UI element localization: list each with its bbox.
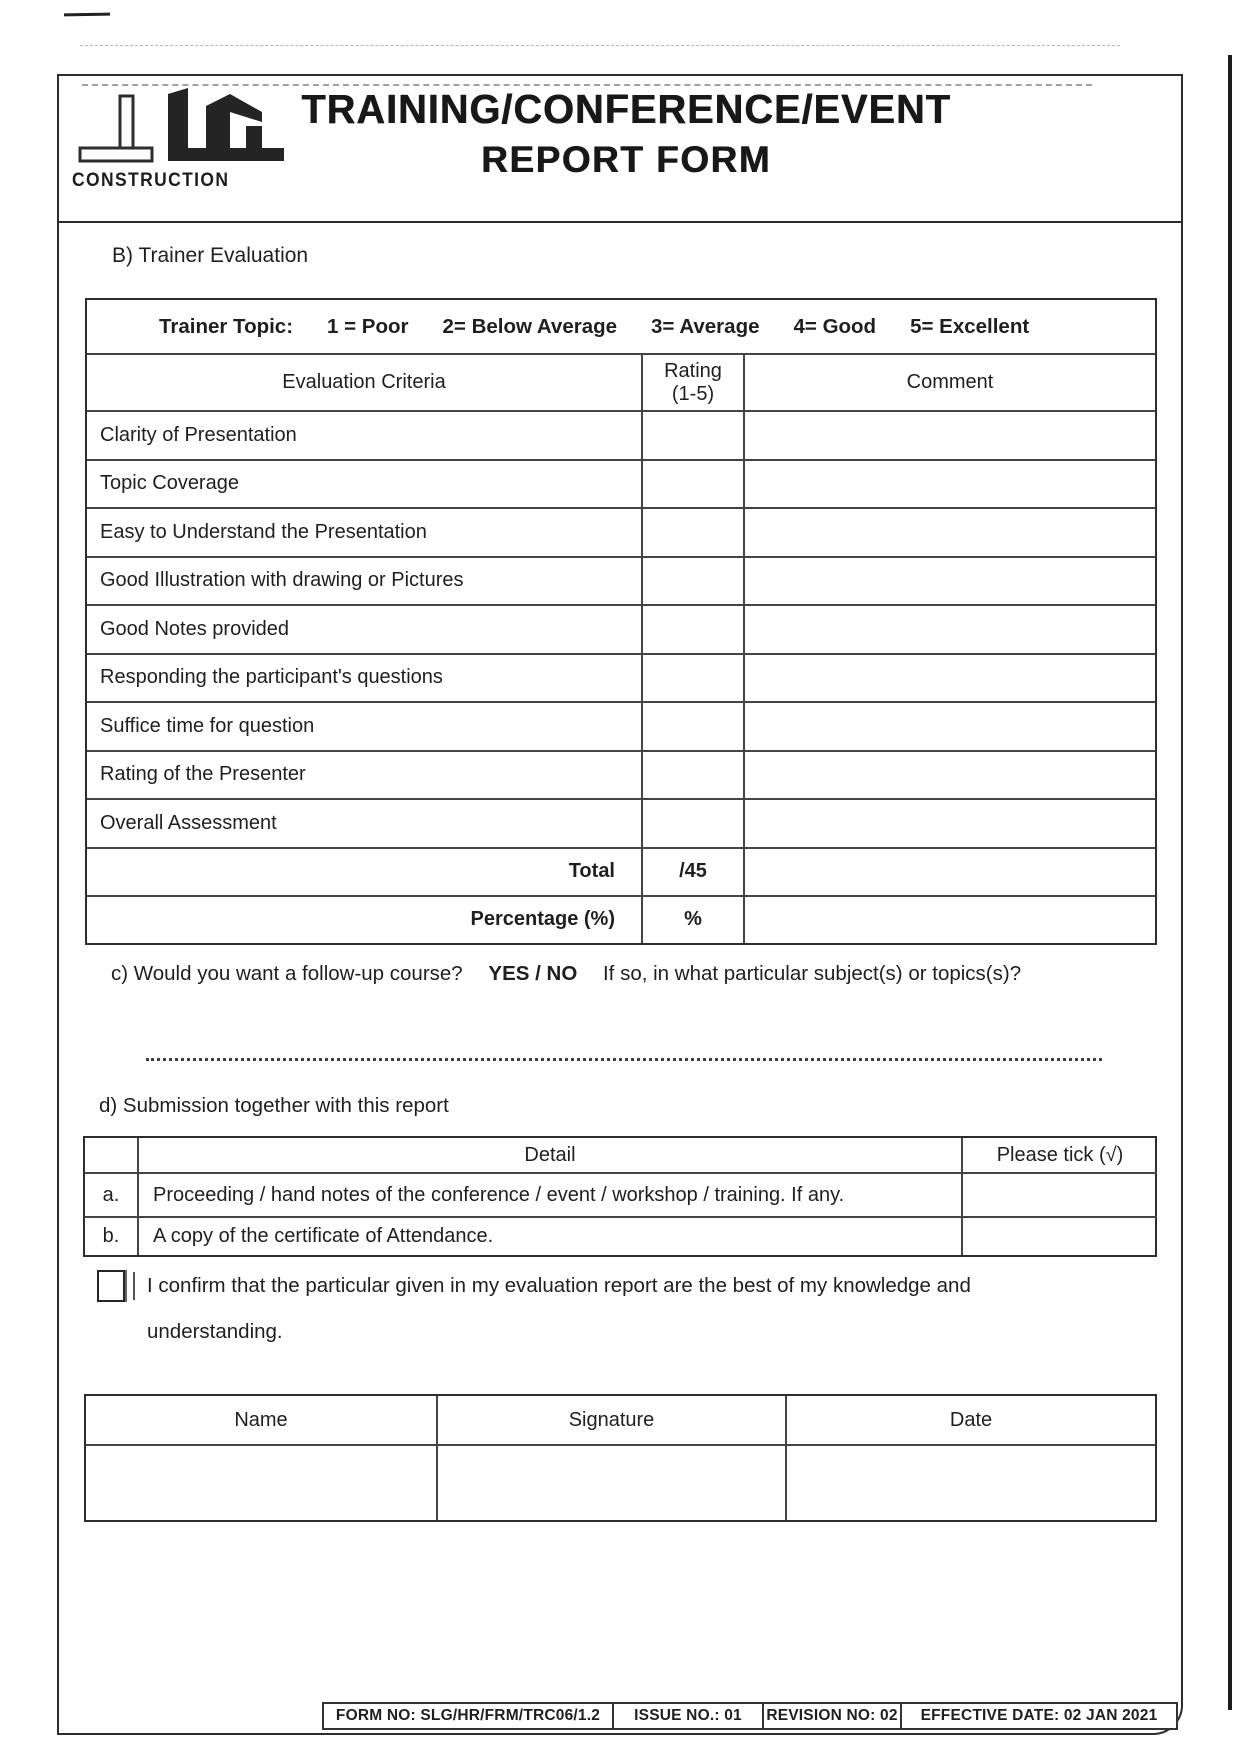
tick-column-header: Please tick (√): [961, 1138, 1157, 1172]
rating-input-cell[interactable]: [641, 750, 743, 799]
signature-column-header: Signature: [436, 1396, 785, 1444]
signature-table: [84, 1394, 1157, 1522]
criteria-label: Good Illustration with drawing or Pictures: [87, 556, 641, 605]
logo-company-name: CONSTRUCTION: [72, 170, 230, 191]
scale-item-average: 3= Average: [651, 314, 760, 338]
criteria-label: Rating of the Presenter: [87, 750, 641, 799]
criteria-column-header: Evaluation Criteria: [87, 353, 641, 410]
footer-issue-no: ISSUE NO.: 01: [612, 1702, 764, 1730]
criteria-label: Clarity of Presentation: [87, 410, 641, 459]
footer-revision-no: REVISION NO: 02: [762, 1702, 902, 1730]
total-comment-cell[interactable]: [743, 847, 1155, 895]
rating-header-line1: Rating: [664, 359, 722, 382]
comment-column-header: Comment: [743, 353, 1155, 410]
detail-column-header: Detail: [137, 1138, 961, 1172]
row-detail: A copy of the certificate of Attendance.: [137, 1216, 961, 1255]
form-title-line2: REPORT FORM: [481, 139, 771, 180]
form-title: [276, 86, 976, 181]
row-number-column-header: [85, 1138, 137, 1172]
rating-input-cell[interactable]: [641, 701, 743, 750]
comment-input-cell[interactable]: [743, 556, 1155, 605]
comment-input-cell[interactable]: [743, 653, 1155, 702]
trainer-evaluation-table: [85, 298, 1157, 945]
comment-input-cell[interactable]: [743, 750, 1155, 799]
rating-header-line2: (1-5): [671, 382, 715, 405]
form-title-line1: TRAINING/CONFERENCE/EVENT: [301, 86, 951, 132]
yes-no-choice[interactable]: YES / NO: [488, 962, 578, 985]
row-letter: b.: [85, 1216, 137, 1255]
scan-artifact-top-dash: [64, 13, 110, 17]
answer-dotted-line[interactable]: [146, 1040, 1102, 1061]
tick-input-cell[interactable]: [961, 1172, 1157, 1216]
comment-input-cell[interactable]: [743, 798, 1155, 847]
percentage-value-cell[interactable]: %: [641, 895, 743, 943]
section-c-line: [111, 962, 1021, 986]
criteria-label: Overall Assessment: [87, 798, 641, 847]
confirm-checkbox[interactable]: [97, 1270, 125, 1302]
percentage-label: Percentage (%): [87, 895, 641, 943]
scale-item-good: 4= Good: [793, 314, 877, 338]
submission-table: [83, 1136, 1157, 1257]
comment-input-cell[interactable]: [743, 507, 1155, 556]
date-column-header: Date: [785, 1396, 1155, 1444]
scan-artifact-right-bar: [1228, 55, 1232, 1710]
tick-input-cell[interactable]: [961, 1216, 1157, 1255]
rating-column-header: [641, 353, 743, 410]
criteria-label: Responding the participant's questions: [87, 653, 641, 702]
scale-item-excellent: 5= Excellent: [910, 314, 1030, 338]
rating-input-cell[interactable]: [641, 410, 743, 459]
followup-prompt: If so, in what particular subject(s) or topics(s)?: [602, 962, 1022, 985]
criteria-label: Suffice time for question: [87, 701, 641, 750]
rating-input-cell[interactable]: [641, 798, 743, 847]
criteria-label: Easy to Understand the Presentation: [87, 507, 641, 556]
scale-label: Trainer Topic:: [159, 314, 294, 338]
scan-artifact-checkbox-edge: [133, 1272, 135, 1300]
rating-input-cell[interactable]: [641, 556, 743, 605]
rating-input-cell[interactable]: [641, 604, 743, 653]
section-b-heading: B) Trainer Evaluation: [112, 244, 309, 267]
rating-input-cell[interactable]: [641, 653, 743, 702]
row-detail: Proceeding / hand notes of the conference / event / workshop / training. If any.: [137, 1172, 961, 1216]
comment-input-cell[interactable]: [743, 604, 1155, 653]
section-d-heading: d) Submission together with this report: [99, 1094, 449, 1117]
percentage-comment-cell[interactable]: [743, 895, 1155, 943]
followup-question: c) Would you want a follow-up course?: [111, 962, 463, 985]
form-footer-bar: [322, 1702, 1178, 1730]
total-label: Total: [87, 847, 641, 895]
slg-logo-icon: [72, 86, 292, 168]
scan-artifact-top-line: [80, 45, 1120, 46]
row-letter: a.: [85, 1172, 137, 1216]
comment-input-cell[interactable]: [743, 701, 1155, 750]
rating-scale-row: [87, 300, 1155, 353]
confirmation-text-line2: understanding.: [147, 1320, 283, 1343]
name-input-cell[interactable]: [86, 1444, 436, 1520]
comment-input-cell[interactable]: [743, 459, 1155, 508]
criteria-label: Good Notes provided: [87, 604, 641, 653]
date-input-cell[interactable]: [785, 1444, 1155, 1520]
signature-input-cell[interactable]: [436, 1444, 785, 1520]
criteria-label: Topic Coverage: [87, 459, 641, 508]
scale-item-poor: 1 = Poor: [327, 314, 409, 338]
total-value-cell[interactable]: /45: [641, 847, 743, 895]
rating-input-cell[interactable]: [641, 507, 743, 556]
header-divider: [57, 221, 1183, 223]
scale-item-below-average: 2= Below Average: [442, 314, 618, 338]
rating-input-cell[interactable]: [641, 459, 743, 508]
name-column-header: Name: [234, 1408, 288, 1431]
footer-effective-date: EFFECTIVE DATE: 02 JAN 2021: [900, 1702, 1178, 1730]
comment-input-cell[interactable]: [743, 410, 1155, 459]
footer-form-no: FORM NO: SLG/HR/FRM/TRC06/1.2: [322, 1702, 614, 1730]
confirmation-text-line1: I confirm that the particular given in my evaluation report are the best of my knowledge and: [147, 1274, 971, 1297]
